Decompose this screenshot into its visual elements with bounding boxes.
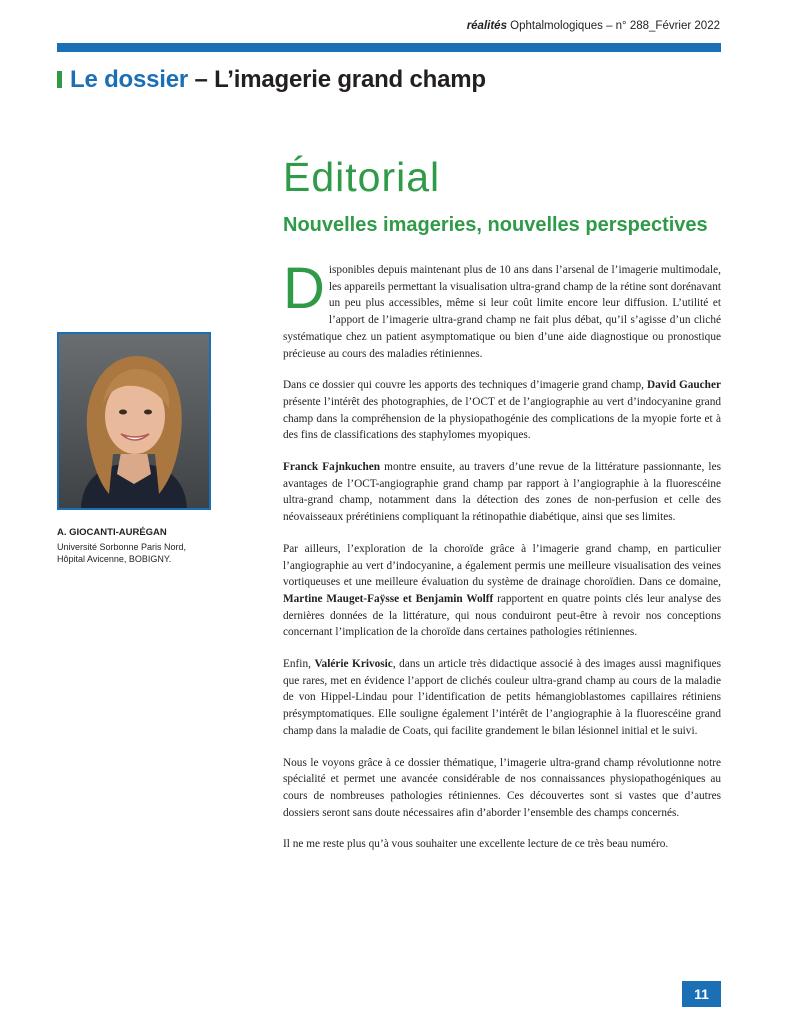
author-name: A. GIOCANTI-AURÉGAN <box>57 527 167 538</box>
contributor-name: David Gaucher <box>647 379 721 392</box>
rubric-section: Le dossier <box>70 66 189 93</box>
paragraph: Nous le voyons grâce à ce dossier thématique, l’imagerie ultra-grand champ révolutionne notre spécialité et permet une avancée considérable de nos connaissances physiopathogéniques au cours de nombreuses pathologies rétiniennes. Ces découvertes sont si vastes que d’autres dossiers seront sans doute nécessaires afin d’aborder l’ensemble des champs concernés. <box>283 756 721 819</box>
paragraph-text: montre ensuite, au travers d’une revue de la littérature passionnante, les avantages de l’OCT-angiographie grand champ par rapport à l’angiographie à la fluorescéine ultra-grand champ, notamment dans la détection des zones de non-perfusion et celle des néovaisseaux prérétiniens compliquant la rétinopathie diabétique, ainsi que ses limites. <box>283 461 721 524</box>
paragraph-text: Dans ce dossier qui couvre les apports des techniques d’imagerie grand champ, <box>283 379 647 392</box>
rubric-separator: – <box>188 66 215 93</box>
journal-brand: réalités <box>466 20 507 32</box>
paragraph: Il ne me reste plus qu’à vous souhaiter une excellente lecture de ce très beau numéro. <box>283 838 669 851</box>
paragraph <box>283 459 721 526</box>
paragraph-text: Par ailleurs, l’exploration de la choroïde grâce à l’imagerie grand champ, en particulier l’angiographie au vert d’indocyanine, a également permis une meilleure visualisation des veines vortiqueuses et une meilleure évaluation du système de drainage choroïdien. Dans ce domaine, <box>283 542 721 589</box>
paragraph <box>283 377 721 444</box>
paragraph-text: présente l’intérêt des photographies, de l’OCT et de l’angiographie au vert d’indocyanine grand champ dans la compréhension de la physiopathogénie des complications de la myopie forte et à des fins de classifications des staphylomes myopiques. <box>283 395 721 442</box>
running-header <box>467 20 720 32</box>
article-title: Éditorial <box>283 154 441 200</box>
paragraph <box>283 541 721 641</box>
drop-cap: D <box>283 256 325 321</box>
section-rubric <box>57 66 486 94</box>
article-body <box>283 256 721 868</box>
header-bar <box>57 43 721 52</box>
paragraph <box>283 256 721 362</box>
author-portrait-image <box>59 334 209 508</box>
paragraph-text: isponibles depuis maintenant plus de 10 ans dans l’arsenal de l’imagerie multimodale, les appareils permettant la visualisation ultra-grand champ de la rétine sont dorénavant un peu plus accessibles, même si leur coût limite encore leur diffusion. L’utilité et l’apport de l’imagerie ultra-grand champ ne fait plus débat, qu’il s’agisse d’un cliché systématique chez un patient asymptomatique ou bien d’une aide diagnostique ou pronostique précieuse au cours des maladies rétiniennes. <box>283 264 721 360</box>
author-affiliation <box>57 541 217 565</box>
paragraph-text: Enfin, <box>283 658 315 671</box>
contributor-name: Martine Mauget-Faÿsse et Benjamin Wolff <box>283 592 494 605</box>
paragraph-text: , dans un article très didactique associé à des images aussi magnifiques que rares, met en évidence l’apport de clichés couleur ultra-grand champ au cours de la maladie de von Hippel-Lindau pour l’identification de petits hémangioblastomes capillaires rétiniens présymptomatiques. Elle souligne également l’intérêt de l’angiographie à la fluorescéine grand champ dans la maladie de Coats, qui facilite grandement le bilan lésionnel initial et le suivi. <box>283 658 721 737</box>
author-affiliation-line: Université Sorbonne Paris Nord, <box>57 542 187 552</box>
author-photo <box>57 332 211 510</box>
contributor-name: Valérie Krivosic <box>314 658 393 671</box>
rubric-topic: L’imagerie grand champ <box>214 66 486 93</box>
paragraph-text: rapportent en quatre points clés leur analyse des dernières données de la littérature, qui nous conduiront peut-être à revoir nos conceptions concernant l’implication de la choroïde dans certaines pathologies rétiniennes. <box>283 592 721 639</box>
rubric-marker <box>57 71 62 88</box>
contributor-name: Franck Fajnkuchen <box>283 461 381 474</box>
journal-issue: Ophtalmologiques – n° 288_Février 2022 <box>510 20 720 32</box>
paragraph <box>283 656 721 740</box>
article-subtitle: Nouvelles imageries, nouvelles perspectives <box>283 214 708 236</box>
page-number: 11 <box>682 981 721 1007</box>
author-affiliation-line: Hôpital Avicenne, BOBIGNY. <box>57 554 172 564</box>
